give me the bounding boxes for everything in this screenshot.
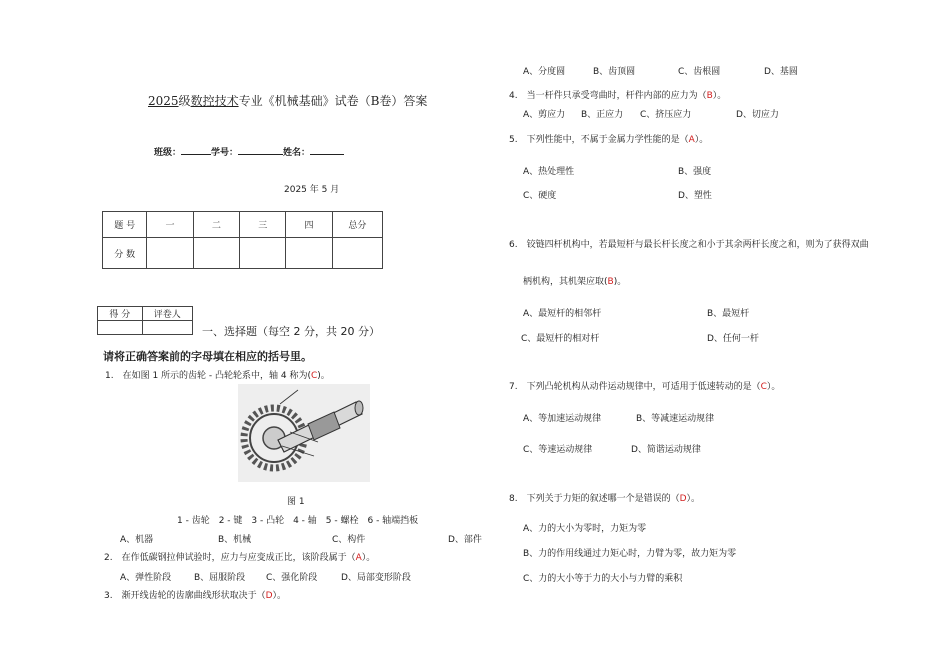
option: C、构件 — [332, 535, 366, 545]
question-6: 6. 铰链四杆机构中，若最短杆与最长杆长度之和小于其余两杆长度之和，则为了获得双曲 — [509, 240, 869, 250]
option: B、机械 — [218, 535, 252, 545]
option: D、切应力 — [736, 110, 779, 120]
option: C、等速运动规律 — [523, 445, 593, 455]
score-cell — [240, 238, 286, 269]
option: B、强度 — [678, 167, 712, 177]
option: A、热处理性 — [523, 167, 575, 177]
answer: C — [310, 371, 318, 381]
option: A、力的大小为零时，力矩为零 — [523, 524, 647, 534]
name-blank — [310, 146, 344, 155]
question-4: 4. 当一杆件只承受弯曲时，杆件内部的应力为（B）。 — [509, 91, 727, 101]
score-cell — [286, 238, 332, 269]
question-1: 1. 在如图 1 所示的齿轮 - 凸轮轮系中，轴 4 称为(C)。 — [105, 371, 330, 381]
option: A、剪应力 — [523, 110, 566, 120]
answer: D — [679, 494, 687, 504]
option: D、塑性 — [678, 191, 712, 201]
option: A、机器 — [120, 535, 154, 545]
exam-date: 2025 年 5 月 — [284, 185, 340, 195]
instruction: 请将正确答案前的字母填在相应的括号里。 — [103, 350, 312, 363]
section-title: 一、选择题（每空 2 分，共 20 分） — [202, 325, 380, 338]
question-3: 3. 渐开线齿轮的齿廓曲线形状取决于（D）。 — [104, 591, 287, 601]
option: D、部件 — [448, 535, 482, 545]
page-title: 2025级数控技术专业《机械基础》试卷（B卷）答案 — [148, 94, 428, 108]
option: A、等加速运动规律 — [523, 414, 602, 424]
answer: A — [355, 553, 362, 563]
option: A、最短杆的相邻杆 — [523, 309, 602, 319]
option: B、屈服阶段 — [194, 573, 246, 583]
answer: C — [760, 382, 767, 392]
option: C、最短杆的相对杆 — [521, 334, 600, 344]
option: B、正应力 — [581, 110, 624, 120]
question-8: 8. 下列关于力矩的叙述哪一个是错误的（D）。 — [509, 494, 701, 504]
option: C、齿根圆 — [678, 67, 721, 77]
student-info: 班级： 学号： 姓名： — [154, 145, 344, 158]
option: C、力的大小等于力的大小与力臂的乘积 — [523, 574, 683, 584]
score-cell — [193, 238, 239, 269]
question-5: 5. 下列性能中，不属于金属力学性能的是（A）。 — [509, 135, 709, 145]
figure-legend: 1 - 齿轮 2 - 键 3 - 凸轮 4 - 轴 5 - 螺栓 6 - 轴端挡板 — [177, 516, 419, 526]
option: A、弹性阶段 — [120, 573, 172, 583]
option: D、简谐运动规律 — [631, 445, 701, 455]
question-2: 2. 在作低碳钢拉伸试验时，应力与应变成正比，该阶段属于（A）。 — [104, 553, 376, 563]
class-blank — [181, 146, 211, 155]
answer: B — [706, 91, 713, 101]
option: D、任何一杆 — [707, 334, 759, 344]
option: C、硬度 — [523, 191, 557, 201]
option: B、力的作用线通过力矩心时，力臂为零，故力矩为零 — [523, 549, 737, 559]
option: B、最短杆 — [707, 309, 750, 319]
answer: D — [265, 591, 273, 601]
answer: A — [688, 135, 695, 145]
gear-cam-figure — [238, 384, 370, 482]
question-7: 7. 下列凸轮机构从动件运动规律中，可适用于低速转动的是（C）。 — [509, 382, 781, 392]
score-cell — [332, 238, 382, 269]
option: A、分度圆 — [523, 67, 566, 77]
option: B、齿顶圆 — [593, 67, 636, 77]
score-table: 题 号 一 二 三 四 总分 分 数 — [102, 211, 383, 269]
score-cell — [147, 238, 193, 269]
question-6-cont: 柄机构，其机架应取(B)。 — [523, 277, 627, 287]
option: D、局部变形阶段 — [341, 573, 411, 583]
grader-table: 得 分 评卷人 — [97, 306, 193, 335]
option: B、等减速运动规律 — [636, 414, 715, 424]
figure-caption: 图 1 — [287, 497, 305, 507]
option: D、基圆 — [764, 67, 798, 77]
option: C、挤压应力 — [640, 110, 692, 120]
answer: B — [607, 277, 614, 287]
id-blank — [238, 146, 283, 155]
option: C、强化阶段 — [266, 573, 318, 583]
